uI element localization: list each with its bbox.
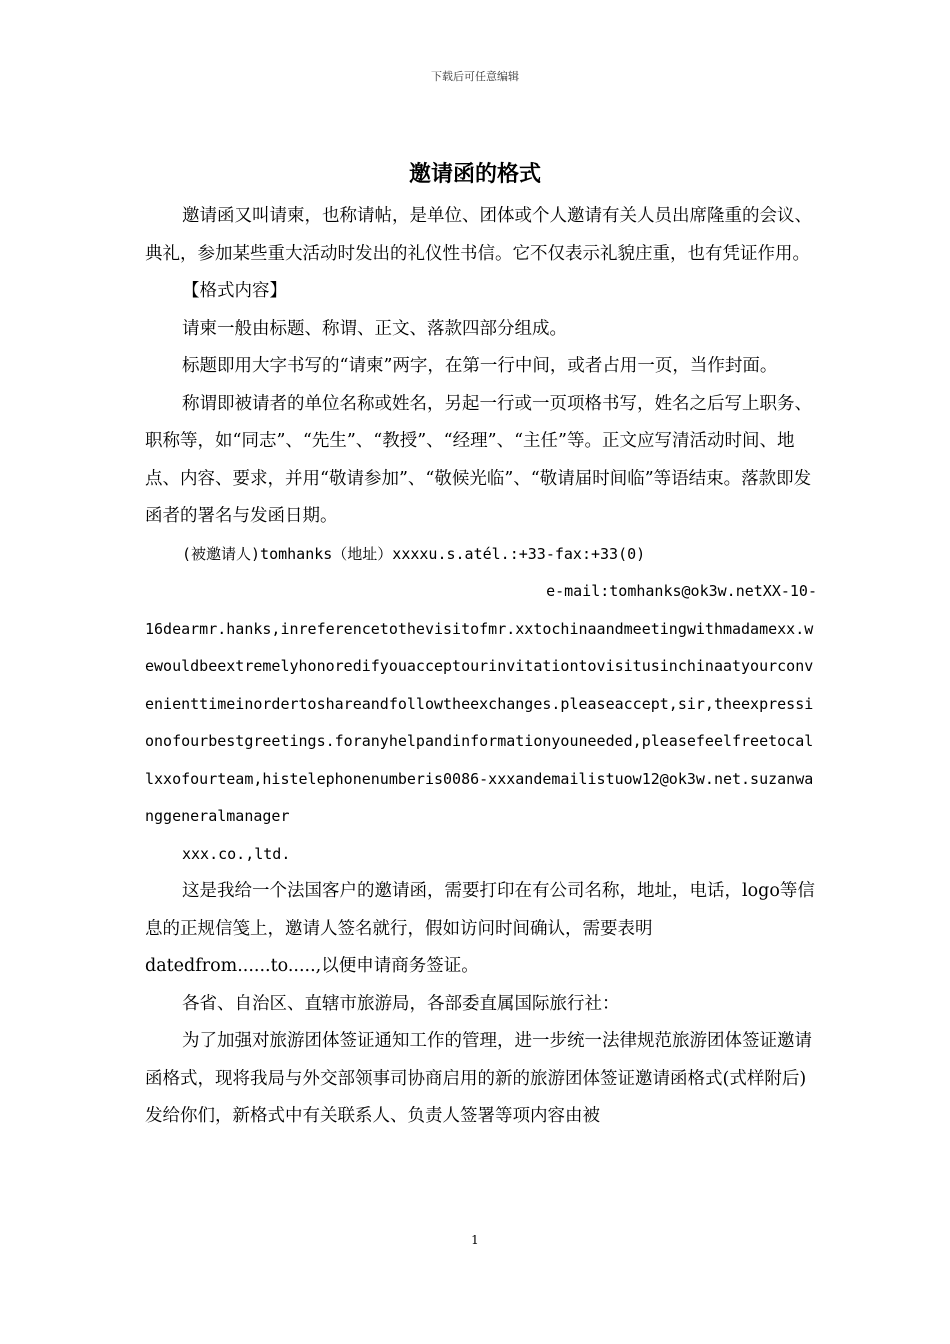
document-title: 邀请函的格式: [408, 162, 541, 187]
paragraph-addressees: 各省、自治区、直辖市旅游局，各部委直属国际旅行社：: [182, 993, 620, 1014]
paragraph-intro: 邀请函又叫请柬，也称请帖，是单位、团体或个人邀请有关人员出席隆重的会议、典礼，参加某些重大活动时发出的礼仪性书信。它不仅表示礼貌庄重，也有凭证作用。: [145, 206, 812, 264]
paragraph-composition: 请柬一般由标题、称谓、正文、落款四部分组成。: [182, 318, 567, 339]
document-body: [145, 198, 817, 1136]
paragraph-salutation-rule: 称谓即被请者的单位名称或姓名，另起一行或一页项格书写，姓名之后写上职务、职称等，如“同志”、“先生”、“教授”、“经理”、“主任”等。正文应写清活动时间、地点、内容、要求，并用“敬请参加”、“敬候光临”、“敬请届时间临”等语结束。落款即发函者的署名与发函日期。: [145, 393, 812, 526]
paragraph-format-heading: 【格式内容】: [182, 281, 287, 301]
header-note: 下载后可任意编辑: [431, 70, 519, 83]
paragraph-company: xxx.co.,ltd.: [182, 844, 291, 863]
paragraph-title-rule: 标题即用大字书写的“请柬”两字，在第一行中间，或者占用一页，当作封面。: [182, 356, 778, 376]
paragraph-english-letter: 16dearmr.hanks,inreferencetothevisitofmr.xxtochinaandmeetingwithmadamexx.wewouldbeextremelyhonoredifyouacceptourinvitationtovisitusinchinaatyourconvenienttimeinordertoshareandfollowtheexchanges.pleaseaccept,sir,theexpressionofourbestgreetings.foranyhelpandinformationyouneeded,pleasefeelfreetocallxxofourteam,histelephonenumberis0086-xxxandemailistuow12@ok3w.net.suzanwanggeneralmanager: [145, 619, 814, 825]
page-number: 1: [471, 1233, 479, 1247]
paragraph-invitee-address: (被邀请人)tomhanks（地址）xxxxu.s.atél.:+33-fax:+33(0): [182, 544, 646, 563]
paragraph-notice: 为了加强对旅游团体签证通知工作的管理，进一步统一法律规范旅游团体签证邀请函格式，现将我局与外交部领事司协商启用的新的旅游团体签证邀请函格式(式样附后)发给你们，新格式中有关联系人、负责人签署等项内容由被: [145, 1031, 812, 1126]
paragraph-email-date: e-mail:tomhanks@ok3w.netXX-10-: [546, 582, 817, 600]
paragraph-note: 这是我给一个法国客户的邀请函，需要打印在有公司名称，地址，电话，logo等信息的正规信笺上，邀请人签名就行，假如访问时间确认，需要表明datedfrom......to.....,以便申请商务签证。: [145, 881, 815, 976]
